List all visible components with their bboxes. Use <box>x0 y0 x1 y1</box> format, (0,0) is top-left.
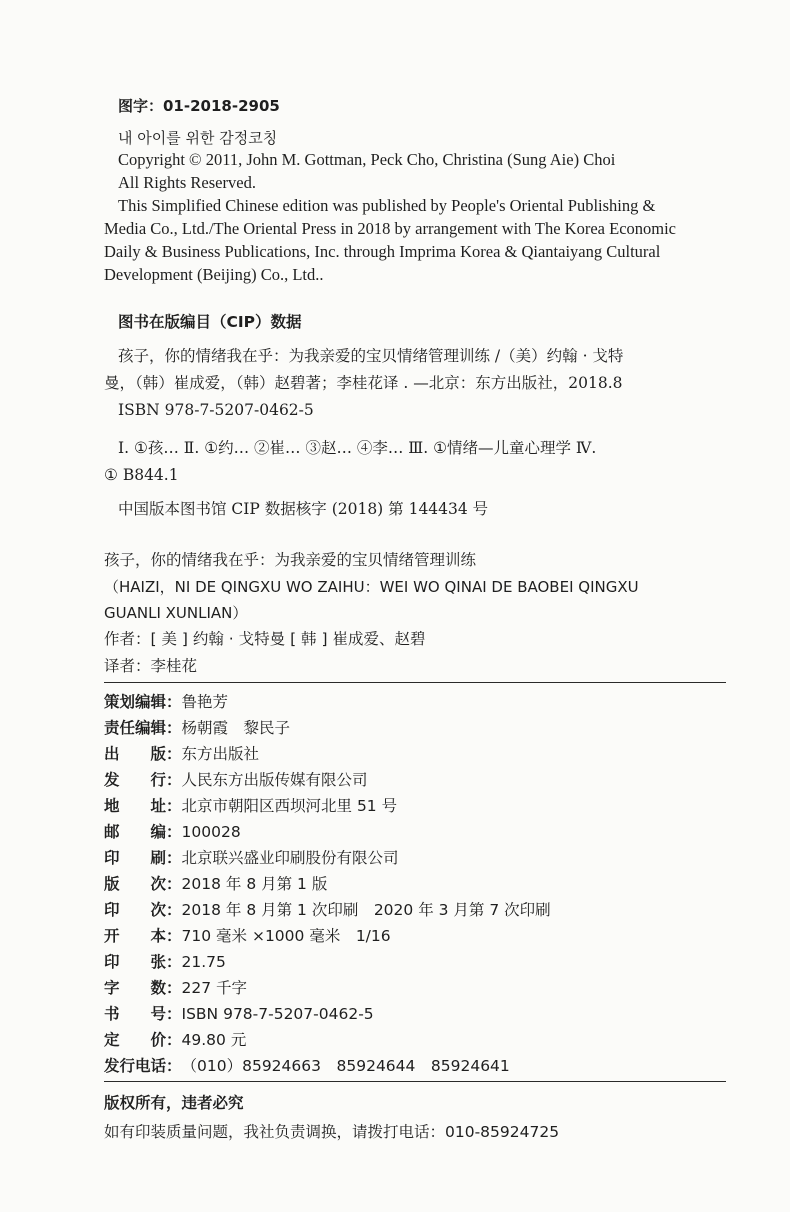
pub-label: 版 次： <box>104 875 182 893</box>
pub-row <box>104 925 391 947</box>
pub-row <box>104 769 368 791</box>
pub-value: 杨朝霞 黎民子 <box>181 719 291 737</box>
pub-row <box>104 1055 510 1077</box>
pub-value: 49.80 元 <box>181 1031 247 1049</box>
cip-line: 曼，（韩）崔成爱，（韩）赵碧著；李桂花译 . —北京：东方出版社，2018.8 <box>104 374 623 392</box>
book-author: 作者：[ 美 ] 约翰 · 戈特曼 [ 韩 ] 崔成爱、赵碧 <box>104 630 426 648</box>
book-pinyin-title: GUANLI XUNLIAN） <box>104 604 248 622</box>
pub-value: 东方出版社 <box>181 745 260 763</box>
pub-row <box>104 743 259 765</box>
cip-classification: Ⅰ. ①孩… Ⅱ. ①约… ②崔… ③赵… ④李… Ⅲ. ①情绪—儿童心理学 Ⅳ. <box>118 439 597 457</box>
book-title: 孩子，你的情绪我在乎：为我亲爱的宝贝情绪管理训练 <box>104 551 477 569</box>
cip-record-number: 中国版本图书馆 CIP 数据核字 (2018) 第 144434 号 <box>118 500 489 518</box>
edition-note-line: This Simplified Chinese edition was published by People's Oriental Publishing & <box>118 196 656 215</box>
pub-value: 710 毫米 ×1000 毫米 1/16 <box>181 927 391 945</box>
pub-label: 书 号： <box>104 1005 182 1023</box>
edition-note-line: Media Co., Ltd./The Oriental Press in 2018 by arrangement with The Korea Economic <box>104 219 677 238</box>
pub-value: 227 千字 <box>181 979 248 997</box>
pub-row <box>104 1003 374 1025</box>
pub-label: 字 数： <box>104 979 182 997</box>
edition-note-line: Development (Beijing) Co., Ltd.. <box>104 265 324 284</box>
book-translator: 译者：李桂花 <box>104 657 198 675</box>
pub-value: 21.75 <box>181 953 226 971</box>
rights-notice: 版权所有，违者必究 <box>104 1094 244 1112</box>
pub-row <box>104 1029 246 1051</box>
edition-note-line: Daily & Business Publications, Inc. through Imprima Korea & Qiantaiyang Cultural <box>104 242 661 261</box>
pub-label: 地 址： <box>104 797 182 815</box>
pub-row <box>104 899 551 921</box>
copyright-line: Copyright © 2011, John M. Gottman, Peck Cho, Christina (Sung Aie) Choi <box>118 150 616 169</box>
book-pinyin-title: （HAIZI，NI DE QINGXU WO ZAIHU：WEI WO QINAI DE BAOBEI QINGXU <box>104 578 639 596</box>
pub-value: 人民东方出版传媒有限公司 <box>181 771 368 789</box>
pub-row <box>104 717 290 739</box>
pub-label: 责任编辑： <box>104 719 182 737</box>
pub-label: 邮 编： <box>104 823 182 841</box>
cip-heading: 图书在版编目（CIP）数据 <box>118 313 302 331</box>
pub-label: 发 行： <box>104 771 182 789</box>
pub-row <box>104 951 226 973</box>
contract-number: 图字：01-2018-2905 <box>118 97 280 115</box>
pub-row <box>104 847 399 869</box>
pub-row <box>104 873 327 895</box>
divider-line <box>104 1081 726 1082</box>
pub-row <box>104 977 247 999</box>
quality-notice: 如有印装质量问题，我社负责调换，请拨打电话：010-85924725 <box>104 1123 560 1141</box>
pub-label: 发行电话： <box>104 1057 182 1075</box>
pub-label: 出 版： <box>104 745 182 763</box>
divider-line <box>104 682 726 683</box>
pub-label: 开 本： <box>104 927 182 945</box>
pub-value: 100028 <box>181 823 241 841</box>
pub-value: 北京联兴盛业印刷股份有限公司 <box>181 849 399 867</box>
pub-value: 2018 年 8 月第 1 版 <box>181 875 328 893</box>
pub-value: 鲁艳芳 <box>181 693 229 711</box>
pub-row <box>104 691 228 713</box>
pub-row <box>104 795 397 817</box>
cip-isbn: ISBN 978-7-5207-0462-5 <box>118 401 314 419</box>
korean-original-title: 내 아이를 위한 감정코칭 <box>118 129 278 147</box>
pub-label: 策划编辑： <box>104 693 182 711</box>
pub-value: 北京市朝阳区西坝河北里 51 号 <box>181 797 398 815</box>
pub-value: （010）85924663 85924644 85924641 <box>181 1057 510 1075</box>
pub-row <box>104 821 241 843</box>
cip-classification-code: ① B844.1 <box>104 466 179 484</box>
cip-line: 孩子，你的情绪我在乎：为我亲爱的宝贝情绪管理训练 /（美）约翰 · 戈特 <box>118 347 624 365</box>
rights-reserved-line: All Rights Reserved. <box>118 173 256 192</box>
pub-label: 印 次： <box>104 901 182 919</box>
pub-label: 印 张： <box>104 953 182 971</box>
pub-value: ISBN 978-7-5207-0462-5 <box>181 1005 374 1023</box>
pub-label: 定 价： <box>104 1031 182 1049</box>
pub-value: 2018 年 8 月第 1 次印刷 2020 年 3 月第 7 次印刷 <box>181 901 551 919</box>
pub-label: 印 刷： <box>104 849 182 867</box>
